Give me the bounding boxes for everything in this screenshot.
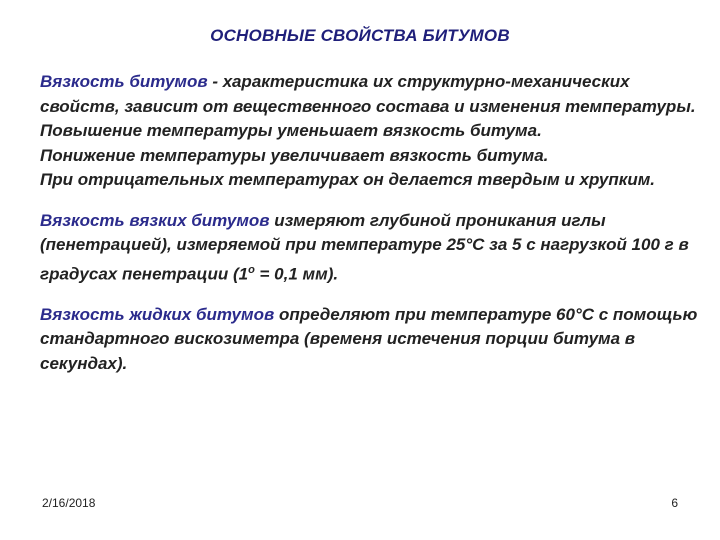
definition-text: - характеристика их структурно-механических свойств, зависит от вещественного состава и изменения температуры. [40,72,696,116]
slide-title: ОСНОВНЫЕ СВОЙСТВА БИТУМОВ [210,26,510,45]
liquid-bitumen-text: определяют при температуре 60°С с помощью стандартного вискозиметра (временя истечения порции битума в секундах). [40,304,698,373]
degree-superscript: о [248,263,255,276]
statement-temperature-increase: Повышение температуры уменьшает вязкость битума. [40,121,542,140]
viscous-bitumen-text-end: = 0,1 мм). [254,264,339,284]
term-viscosity: Вязкость битумов [40,72,208,91]
paragraph-viscosity-definition [40,70,705,119]
term-viscous-bitumen: Вязкость вязких битумов [40,210,270,230]
page-number: 6 [671,496,678,510]
statement-negative-temperatures: При отрицательных температурах он делается твердым и хрупким. [40,170,656,189]
footer-date: 2/16/2018 [42,496,96,510]
viscous-bitumen-text: измеряют глубиной проникания иглы (пенетрацией), измеряемой при температуре 25°С за 5 с нагрузкой 100 г в градусах пенетрации (1 [40,210,689,284]
slide-content [40,70,705,376]
paragraph-liquid-bitumen [40,303,705,377]
paragraph-viscous-bitumen [40,209,705,287]
term-liquid-bitumen: Вязкость жидких битумов [40,304,275,324]
statement-temperature-decrease: Понижение температуры увеличивает вязкость битума. [40,145,549,165]
